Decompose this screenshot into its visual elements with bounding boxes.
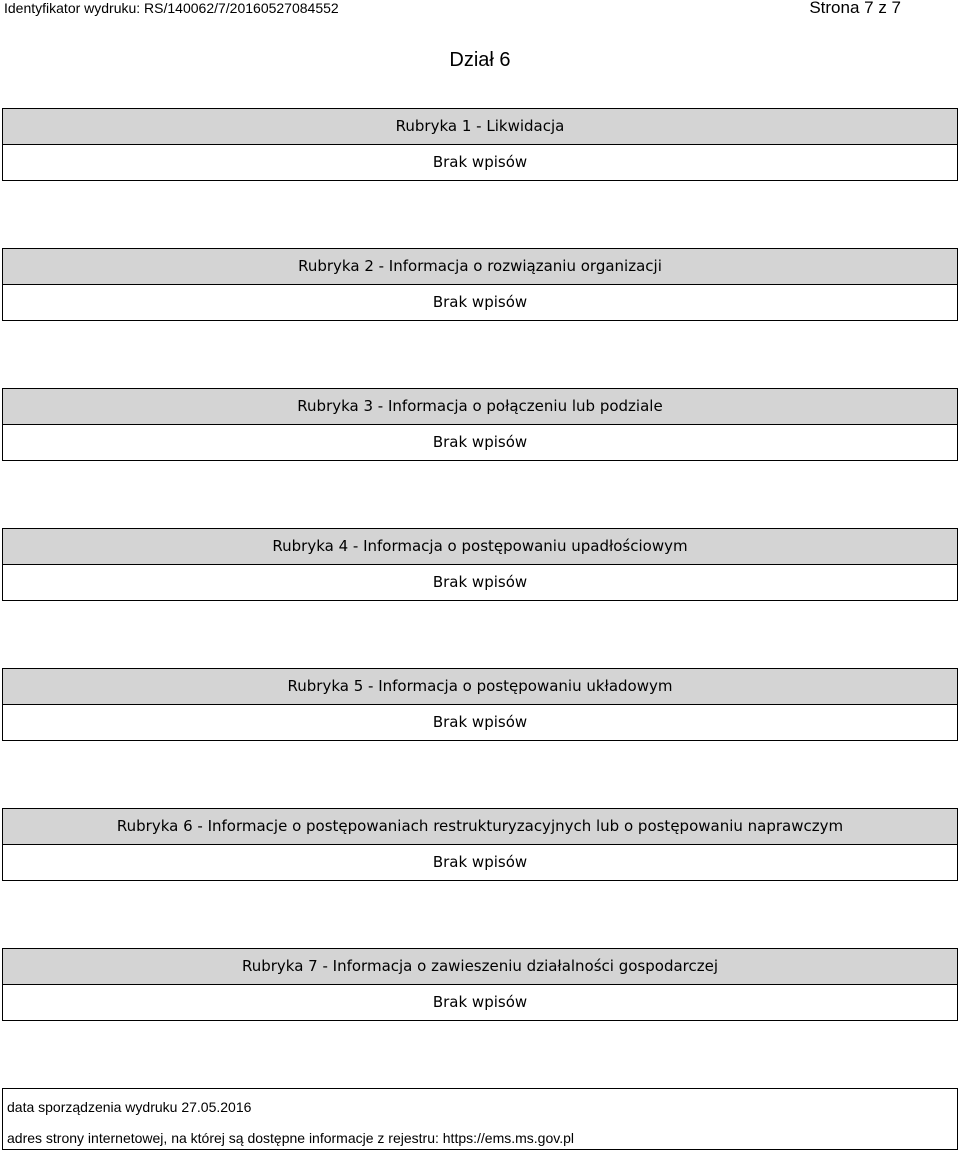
rubric-content: Brak wpisów: [2, 425, 958, 461]
rubric-6: [2, 808, 958, 881]
print-identifier: Identyfikator wydruku: RS/140062/7/20160527084552: [4, 0, 339, 16]
rubric-content: Brak wpisów: [2, 705, 958, 741]
rubric-content: Brak wpisów: [2, 845, 958, 881]
rubric-4: [2, 528, 958, 601]
rubric-title: Rubryka 7 - Informacja o zawieszeniu działalności gospodarczej: [2, 948, 958, 985]
rubric-content: Brak wpisów: [2, 145, 958, 181]
rubric-title: Rubryka 5 - Informacja o postępowaniu układowym: [2, 668, 958, 705]
section-title: Dział 6: [449, 49, 511, 71]
rubric-2: [2, 248, 958, 321]
rubric-content: Brak wpisów: [2, 285, 958, 321]
rubric-1: [2, 108, 958, 181]
rubric-5: [2, 668, 958, 741]
rubric-title: Rubryka 3 - Informacja o połączeniu lub podziale: [2, 388, 958, 425]
page-number: Strona 7 z 7: [809, 0, 901, 17]
rubric-3: [2, 388, 958, 461]
rubric-title: Rubryka 4 - Informacja o postępowaniu upadłościowym: [2, 528, 958, 565]
rubric-7: [2, 948, 958, 1021]
rubric-content: Brak wpisów: [2, 565, 958, 601]
print-date: data sporządzenia wydruku 27.05.2016: [7, 1099, 252, 1115]
rubric-content: Brak wpisów: [2, 985, 958, 1021]
rubric-title: Rubryka 2 - Informacja o rozwiązaniu organizacji: [2, 248, 958, 285]
registry-address: adres strony internetowej, na której są dostępne informacje z rejestru: https://ems.ms.gov.pl: [7, 1130, 574, 1146]
rubric-list: [2, 108, 958, 1088]
rubric-title: Rubryka 1 - Likwidacja: [2, 108, 958, 145]
print-footer: [2, 1088, 958, 1150]
rubric-title: Rubryka 6 - Informacje o postępowaniach restrukturyzacyjnych lub o postępowaniu naprawczym: [2, 808, 958, 845]
